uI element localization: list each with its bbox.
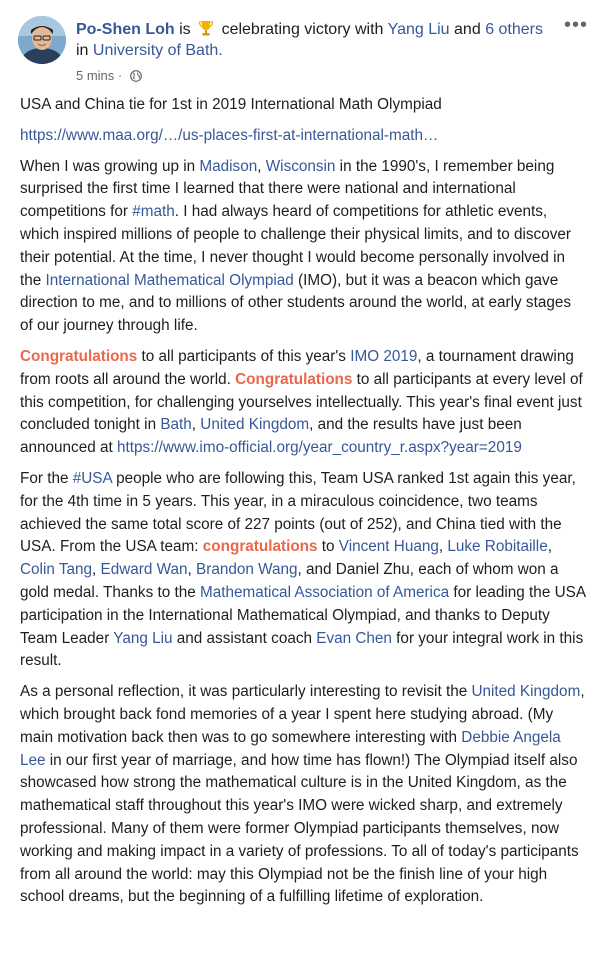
facebook-post: [2, 2, 598, 953]
text-span: When I was growing up in: [20, 157, 200, 175]
usa-hashtag[interactable]: #USA: [72, 469, 112, 487]
post-body: [20, 94, 586, 917]
imo-results-link[interactable]: https://www.imo-official.org/year_country_r.aspx?year=2019: [116, 439, 522, 457]
text-span: ,: [547, 538, 552, 556]
text-span: people who are following this, Team USA ranked 1st again this year, for the 4th time in 5 years. This year, in a miraculous coincidence, two teams achieved the same total score of 227 points (out of 252), and China tied with the USA. From the USA team:: [20, 469, 576, 556]
article-link[interactable]: https://www.maa.org/…/us-places-first-at-international-math…: [20, 126, 439, 144]
tagged-person-link[interactable]: Yang Liu: [387, 21, 450, 38]
madison-link[interactable]: Madison: [199, 157, 258, 175]
congratulations-highlight: congratulations: [202, 538, 318, 556]
congratulations-highlight: Congratulations: [235, 370, 353, 388]
congratulations-highlight: Congratulations: [20, 347, 138, 365]
text-span: (IMO), but it was a beacon which gave direction to me, and to millions of other students around the world, at early stages of our journey through life.: [20, 271, 571, 335]
uk-link[interactable]: United Kingdom: [471, 683, 581, 701]
wisconsin-link[interactable]: Wisconsin: [265, 157, 336, 175]
globe-icon[interactable]: [130, 70, 142, 85]
author-avatar[interactable]: [18, 16, 66, 64]
text-span: ,: [92, 561, 101, 579]
text-span: in the 1990's, I remember being surprised the first time I learned that there were national and international competitions for: [20, 157, 555, 221]
text-span: As a personal reflection, it was particularly interesting to revisit the: [20, 683, 472, 701]
text-span: ,: [257, 157, 266, 175]
text-span: for your integral work in this result.: [20, 629, 584, 670]
post-meta: [76, 68, 142, 85]
text-span: ,: [191, 416, 201, 434]
avatar-image: [18, 16, 66, 64]
meta-separator: ·: [117, 68, 123, 83]
text-span: ,: [438, 538, 448, 556]
vincent-huang-link[interactable]: Vincent Huang: [338, 538, 439, 556]
text-span: , and Daniel Zhu, each of whom won a gold medal. Thanks to the: [20, 561, 559, 601]
post-headline: USA and China tie for 1st in 2019 International Math Olympiad: [20, 96, 442, 113]
text-span: to all participants at every level of this competition, for challenging yourselves intellectually. This year's final event just concluded tonight in: [20, 370, 583, 434]
colin-tang-link[interactable]: Colin Tang: [20, 561, 93, 579]
paragraph-2: [20, 346, 586, 460]
math-hashtag[interactable]: #math: [132, 203, 175, 221]
others-link[interactable]: 6 others: [485, 21, 543, 38]
location-link[interactable]: University of Bath.: [92, 42, 223, 59]
text-span: to: [317, 538, 339, 556]
paragraph-3: [20, 468, 586, 673]
uk-link[interactable]: United Kingdom: [200, 416, 310, 434]
and-text: and: [454, 21, 481, 38]
post-timestamp[interactable]: 5 mins: [76, 68, 115, 83]
text-span: for leading the USA participation in the International Mathematical Olympiad, and thanks to Deputy Team Leader: [20, 583, 586, 647]
is-text: is: [179, 21, 191, 38]
text-span: to all participants of this year's: [137, 347, 351, 365]
paragraph-4: [20, 681, 586, 909]
paragraph-1: [20, 156, 586, 338]
evan-chen-link[interactable]: Evan Chen: [316, 629, 392, 647]
more-options-icon[interactable]: •••: [563, 14, 588, 36]
luke-robitaille-link[interactable]: Luke Robitaille: [447, 538, 548, 556]
text-span: , which brought back fond memories of a year I spent here studying abroad. (My main motivation back then was to go somewhere interesting with: [20, 683, 585, 746]
text-span: For the: [20, 469, 73, 487]
imo-link[interactable]: International Mathematical Olympiad: [45, 271, 294, 289]
text-span: and assistant coach: [172, 629, 317, 647]
edward-wan-link[interactable]: Edward Wan: [100, 561, 188, 579]
post-header-text: [76, 19, 558, 61]
bath-link[interactable]: Bath: [160, 416, 192, 434]
imo-2019-link[interactable]: IMO 2019: [350, 347, 418, 365]
text-span: , and the results have just been announced at: [20, 416, 522, 457]
yang-liu-link[interactable]: Yang Liu: [113, 629, 173, 647]
brandon-wang-link[interactable]: Brandon Wang: [196, 561, 298, 579]
maa-link[interactable]: Mathematical Association of America: [200, 583, 450, 601]
text-span: , a tournament drawing from roots all around the world.: [20, 347, 574, 388]
in-text: in: [76, 42, 89, 59]
trophy-icon: [198, 20, 214, 36]
debbie-angela-lee-link[interactable]: Debbie Angela Lee: [20, 728, 561, 769]
with-text: with: [354, 21, 384, 38]
text-span: ,: [187, 561, 197, 579]
text-span: in our first year of marriage, and how time has flown!) The Olympiad itself also showcased how strong the mathematical culture is in the United Kingdom, as the mathematical staff throughout this year's IMO were wicked sharp, and extremely professional. Many of them were former Olympiad participants themselves, now working and making impact in a variety of professions. To all of today's participants from all around the world: may this Olympiad not be the finish line of your high school dreams, but the beginning of a fulfilling lifetime of exploration.: [20, 751, 579, 906]
activity-text: celebrating victory: [221, 21, 351, 38]
post-header: [2, 2, 598, 94]
text-span: . I had always heard of competitions for athletic events, which inspired millions of people to challenge their physical limits, and to discover their potential. At the time, I never thought I would become personally involved in the: [20, 203, 571, 289]
author-name[interactable]: Po-Shen Loh: [76, 21, 175, 38]
